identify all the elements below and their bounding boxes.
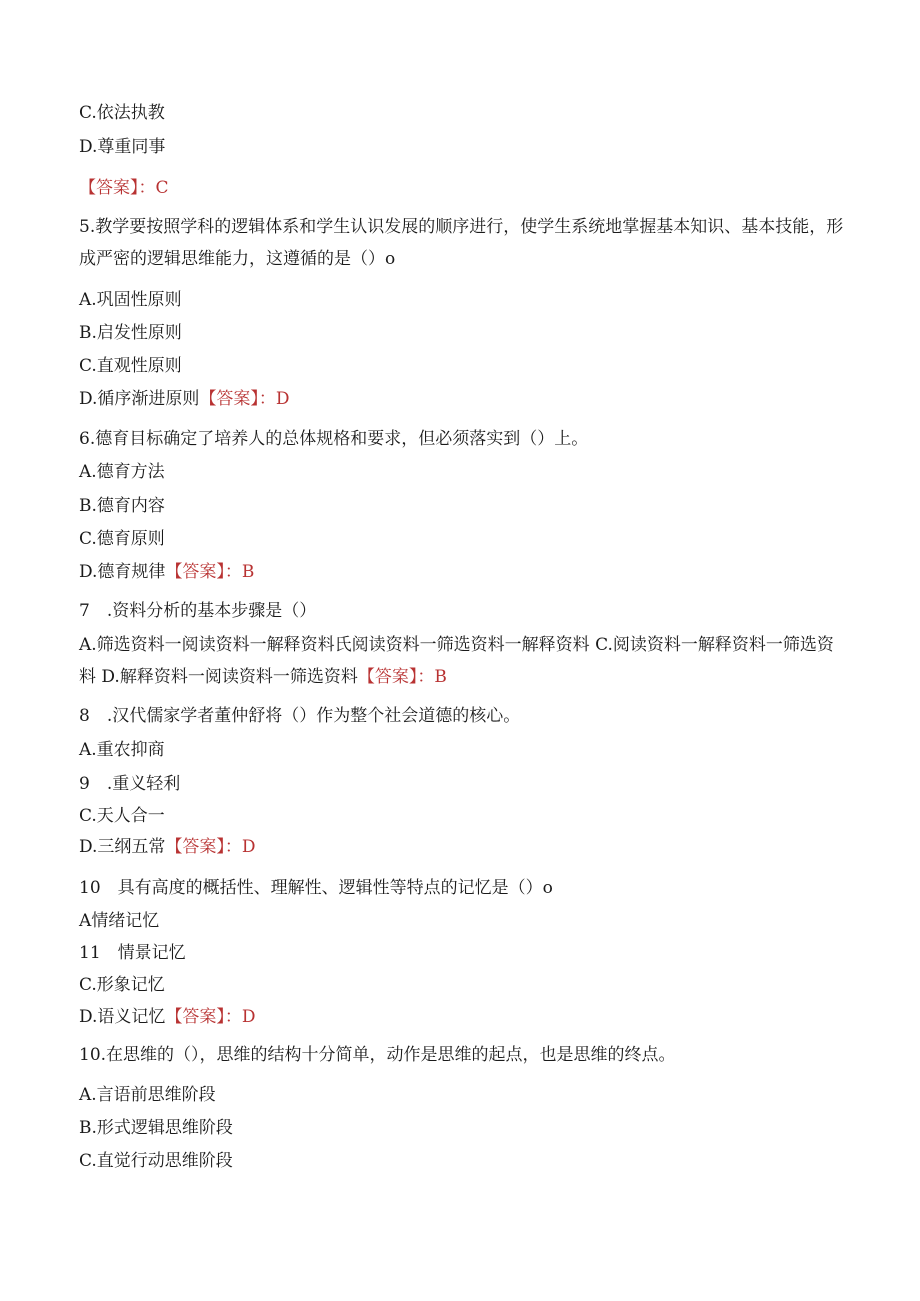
question-7: 7 .资料分析的基本步骤是（）	[79, 601, 317, 621]
answer-label: 【答案】：D	[165, 837, 256, 857]
answer-line	[79, 175, 850, 201]
option-line: C.直觉行动思维阶段	[79, 1151, 233, 1171]
question-5: 5.教学要按照学科的逻辑体系和学生认识发展的顺序进行，使学生系统地掌握基本知识、基本技能，形成严密的逻辑思维能力，这遵循的是（）o	[79, 217, 844, 269]
option-line: D.三纲五常【答案】：D	[79, 837, 256, 857]
option-line: A.言语前思维阶段	[79, 1085, 216, 1105]
option-line: A情绪记忆	[79, 911, 160, 931]
question-10: 10 具有高度的概括性、理解性、逻辑性等特点的记忆是（）o	[79, 878, 553, 898]
option-line: D.尊重同事	[79, 137, 166, 157]
option-block: A.筛选资料一阅读资料一解释资料氏阅读资料一筛选资料一解释资料 C.阅读资料一解释资料一筛选资料 D.解释资料一阅读资料一筛选资料【答案】：B	[79, 635, 834, 687]
answer-label: 【答案】：D	[199, 389, 290, 409]
option-line: C.直观性原则	[79, 356, 182, 376]
answer-label: 【答案】：B	[357, 667, 447, 687]
option-line: A.重农抑商	[79, 740, 165, 760]
answer-label: 【答案】：D	[165, 1007, 256, 1027]
option-line: D.德育规律【答案】：B	[79, 562, 255, 582]
option-line: B.启发性原则	[79, 323, 182, 343]
answer-label: 【答案】：B	[165, 562, 255, 582]
option-line: C.形象记忆	[79, 975, 165, 995]
option-line: 11 情景记忆	[79, 943, 186, 963]
option-line: C.德育原则	[79, 529, 165, 549]
option-line: A.巩固性原则	[79, 290, 182, 310]
option-line: 9 .重义轻利	[79, 774, 181, 794]
question-6: 6.德育目标确定了培养人的总体规格和要求，但必须落实到（）上。	[79, 429, 589, 449]
option-line: C.依法执教	[79, 103, 165, 123]
option-line: B.德育内容	[79, 496, 165, 516]
option-line: D.循序渐进原则【答案】：D	[79, 389, 290, 409]
option-line: A.德育方法	[79, 462, 165, 482]
option-line: B.形式逻辑思维阶段	[79, 1118, 233, 1138]
option-line: C.天人合一	[79, 806, 165, 826]
question-8: 8 .汉代儒家学者董仲舒将（）作为整个社会道德的核心。	[79, 706, 521, 726]
question-10b: 10.在思维的（），思维的结构十分简单，动作是思维的起点，也是思维的终点。	[79, 1045, 676, 1065]
option-line: D.语义记忆【答案】：D	[79, 1007, 256, 1027]
answer-label: 【答案】：C	[79, 178, 169, 198]
